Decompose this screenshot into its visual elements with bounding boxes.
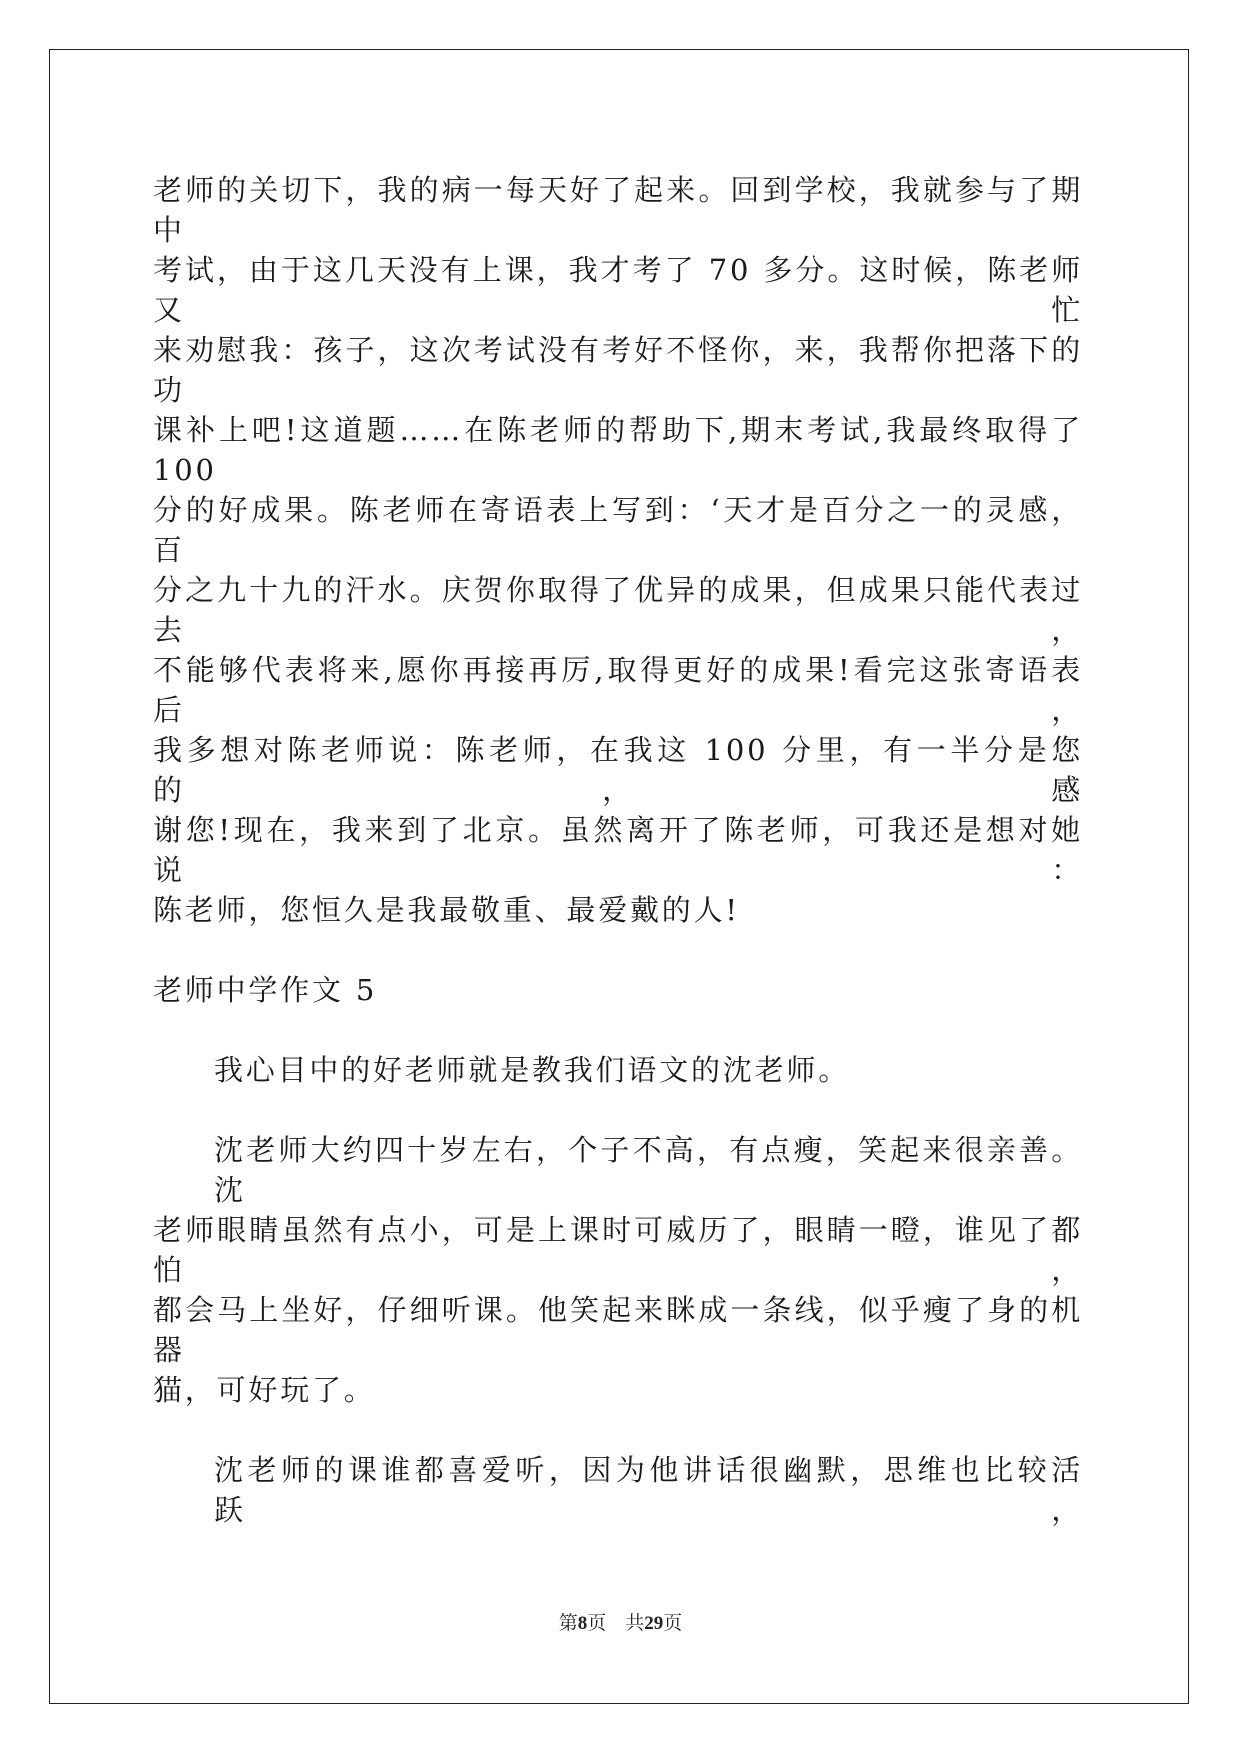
body-line: 我多想对陈老师说：陈老师，在我这 100 分里，有一半分是您的，感 bbox=[153, 733, 1083, 807]
page-number: 8 bbox=[577, 1613, 588, 1634]
body-line: 陈老师，您恒久是我最敬重、最爱戴的人! bbox=[153, 893, 740, 927]
body-line: 老师的关切下，我的病一每天好了起来。回到学校，我就参与了期中 bbox=[153, 173, 1083, 247]
page-footer bbox=[0, 1610, 1241, 1637]
body-line: 考试，由于这几天没有上课，我才考了 70 多分。这时候，陈老师又忙 bbox=[153, 253, 1083, 327]
footer-middle: 页 共 bbox=[587, 1612, 645, 1634]
paragraph-line: 猫，可好玩了。 bbox=[153, 1373, 376, 1407]
paragraph-line: 沈老师的课谁都喜爱听，因为他讲话很幽默，思维也比较活跃， bbox=[214, 1453, 1083, 1527]
body-line: 分的好成果。陈老师在寄语表上写到：‘天才是百分之一的灵感，百 bbox=[153, 493, 1083, 567]
paragraph-line: 老师眼睛虽然有点小，可是上课时可威历了，眼睛一瞪，谁见了都怕， bbox=[153, 1213, 1083, 1287]
total-pages: 29 bbox=[644, 1613, 664, 1634]
footer-prefix: 第 bbox=[558, 1612, 578, 1634]
paragraph-line: 我心目中的好老师就是教我们语文的沈老师。 bbox=[214, 1053, 851, 1087]
paragraph-line: 都会马上坐好，仔细听课。他笑起来眯成一条线，似乎瘦了身的机器 bbox=[153, 1293, 1083, 1367]
body-line: 课补上吧!这道题……在陈老师的帮助下,期末考试,我最终取得了 100 bbox=[153, 413, 1083, 487]
footer-suffix: 页 bbox=[663, 1612, 683, 1634]
body-line: 分之九十九的汗水。庆贺你取得了优异的成果，但成果只能代表过去， bbox=[153, 573, 1083, 647]
body-line: 不能够代表将来,愿你再接再厉,取得更好的成果!看完这张寄语表后， bbox=[153, 653, 1083, 727]
body-line: 谢您!现在，我来到了北京。虽然离开了陈老师，可我还是想对她说： bbox=[153, 813, 1083, 887]
paragraph-line: 沈老师大约四十岁左右，个子不高，有点瘦，笑起来很亲善。沈 bbox=[214, 1133, 1083, 1207]
section-heading: 老师中学作文 5 bbox=[153, 973, 378, 1007]
body-line: 来劝慰我：孩子，这次考试没有考好不怪你，来，我帮你把落下的功 bbox=[153, 333, 1083, 407]
